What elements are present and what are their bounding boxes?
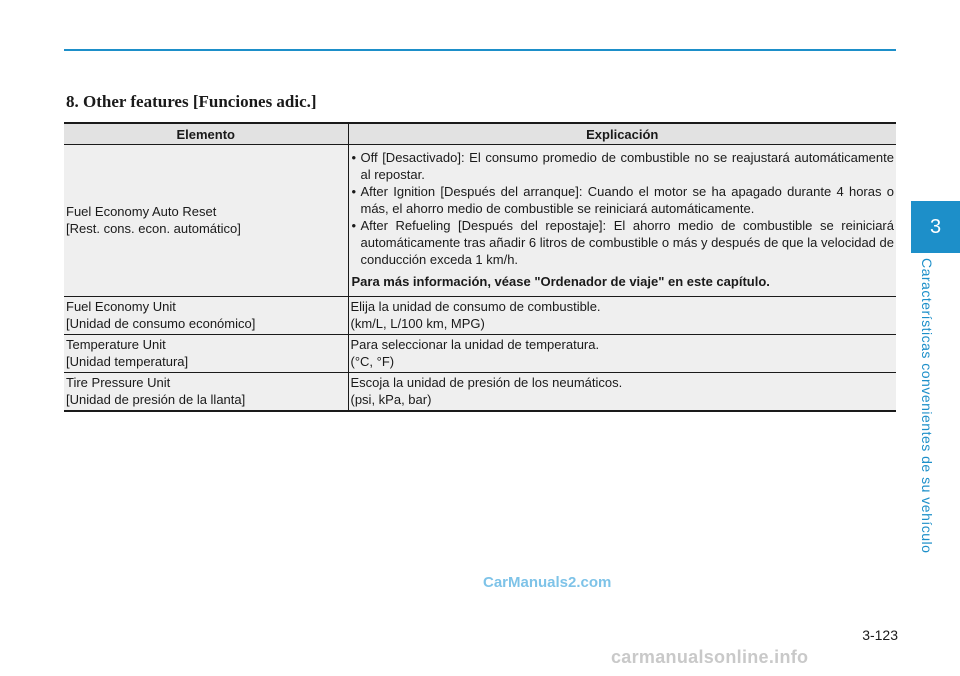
reference-note: Para más información, véase "Ordenador de viaje" en este capítulo. <box>351 274 770 289</box>
features-table <box>64 122 896 412</box>
top-divider <box>64 49 896 51</box>
explanation-cell <box>348 145 896 297</box>
item-name-translation: [Unidad temperatura] <box>66 354 189 369</box>
item-name-translation: [Rest. cons. econ. automático] <box>66 221 241 236</box>
watermark-carmanualsonline: carmanualsonline.info <box>611 647 809 667</box>
column-header-elemento: Elemento <box>64 123 348 145</box>
explanation-text: Para seleccionar la unidad de temperatura. <box>350 337 600 352</box>
column-header-explicacion: Explicación <box>348 123 896 145</box>
chapter-number-tab: 3 <box>911 201 960 253</box>
table-header-row <box>64 123 896 145</box>
item-name: Fuel Economy Unit <box>66 299 176 314</box>
explanation-text: Escoja la unidad de presión de los neumáticos. <box>350 375 623 390</box>
bullet-item: • After Ignition [Después del arranque]: Cuando el motor se ha apagado durante 4 horas o más, el ahorro medio de combustible se reiniciará automáticamente. <box>351 184 894 216</box>
page-number: 3-123 <box>862 627 898 643</box>
table-row <box>64 335 896 373</box>
explanation-cell <box>348 373 896 412</box>
table-row <box>64 297 896 335</box>
watermark-carmanuals2: CarManuals2.com <box>483 574 612 591</box>
chapter-title: Características convenientes de su vehículo <box>919 258 935 554</box>
item-name: Tire Pressure Unit <box>66 375 171 390</box>
item-name-translation: [Unidad de consumo económico] <box>66 316 256 331</box>
explanation-text: Elija la unidad de consumo de combustible. <box>350 299 601 314</box>
bullet-text: After Refueling [Después del repostaje]: El ahorro medio de combustible se reiniciará automáticamente tras añadir 6 litros de combustible o más y después de que la velocidad de conducción exceda 1 km/h. <box>360 218 894 267</box>
item-cell <box>64 373 348 412</box>
bullet-item: • After Refueling [Después del repostaje]: El ahorro medio de combustible se reiniciará automáticamente tras añadir 6 litros de combustible o más y después de que la velocidad de conducción exceda 1 km/h. <box>351 218 894 267</box>
table-row <box>64 145 896 297</box>
section-title: 8. Other features [Funciones adic.] <box>66 92 317 111</box>
bullet-item: • Off [Desactivado]: El consumo promedio de combustible no se reajustará automáticamente al repostar. <box>351 150 894 182</box>
item-name: Temperature Unit <box>66 337 166 352</box>
bullet-text: Off [Desactivado]: El consumo promedio de combustible no se reajustará automáticamente al repostar. <box>360 150 894 182</box>
explanation-cell <box>348 335 896 373</box>
item-cell <box>64 297 348 335</box>
explanation-cell <box>348 297 896 335</box>
item-name: Fuel Economy Auto Reset <box>66 204 217 219</box>
table-row <box>64 373 896 412</box>
item-cell <box>64 335 348 373</box>
explanation-options: (°C, °F) <box>350 354 395 369</box>
item-cell <box>64 145 348 297</box>
bullet-text: After Ignition [Después del arranque]: Cuando el motor se ha apagado durante 4 horas o más, el ahorro medio de combustible se reiniciará automáticamente. <box>360 184 894 216</box>
item-name-translation: [Unidad de presión de la llanta] <box>66 392 246 407</box>
explanation-options: (km/L, L/100 km, MPG) <box>350 316 485 331</box>
explanation-options: (psi, kPa, bar) <box>350 392 432 407</box>
